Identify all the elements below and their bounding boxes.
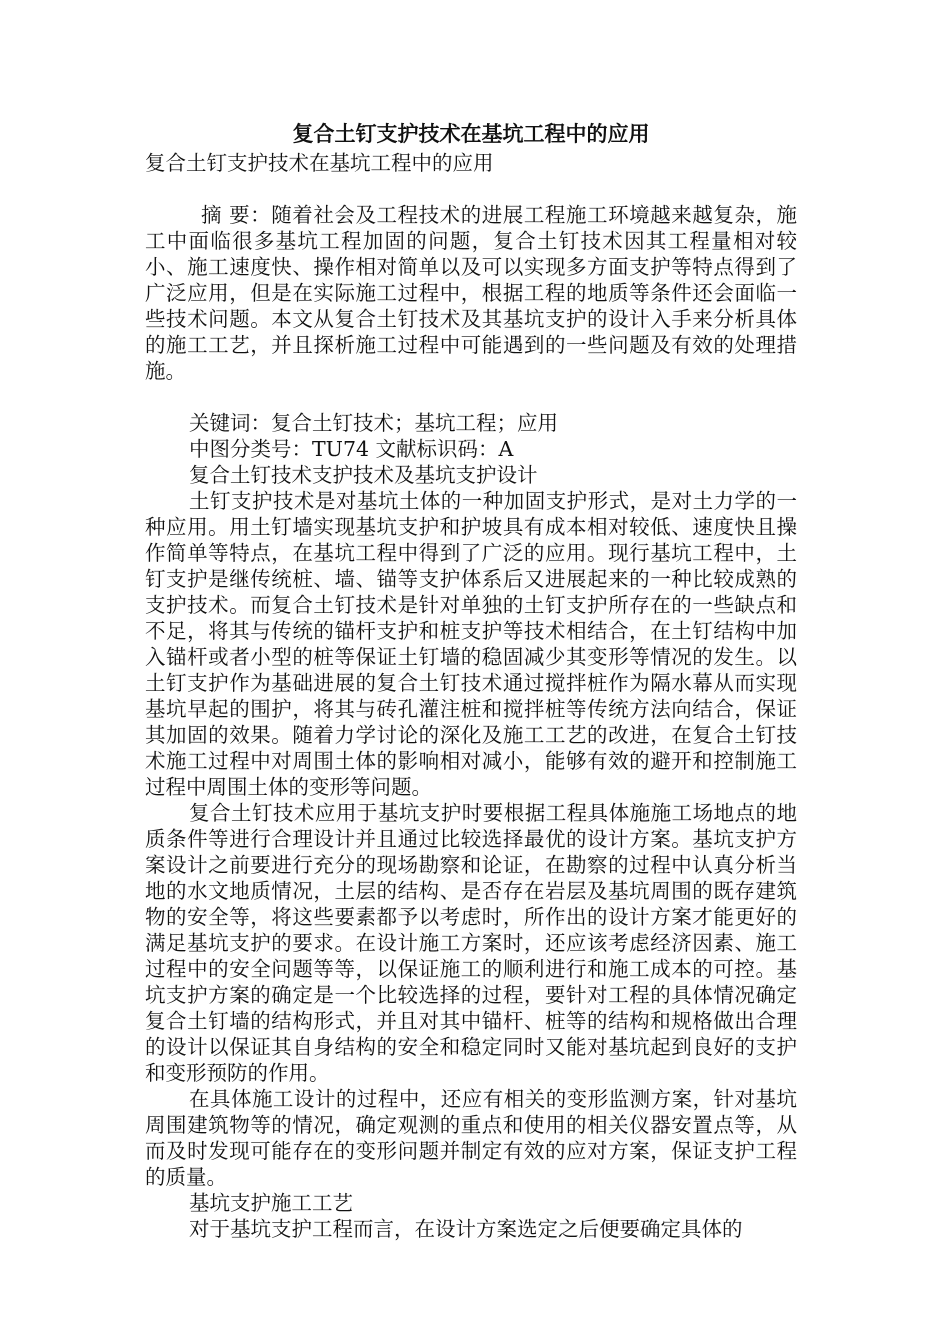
body-paragraph: 土钉支护技术是对基坑土体的一种加固支护形式，是对土力学的一种应用。用土钉墙实现基坑支护和护坡具有成本相对较低、速度快且操作简单等特点，在基坑工程中得到了广泛的应用。现行基坑工程中，土钉支护是继传统桩、墙、锚等支护体系后又进展起来的一种比较成熟的支护技术。而复合土钉技术是针对单独的土钉支护所存在的一些缺点和不足，将其与传统的锚杆支护和桩支护等技术相结合，在土钉结构中加入锚杆或者小型的桩等保证土钉墙的稳固减少其变形等情况的发生。以土钉支护作为基础进展的复合土钉技术通过搅拌桩作为隔水幕从而实现基坑早起的围护，将其与砖孔灌注桩和搅拌桩等传统方法向结合，保证其加固的效果。随着力学讨论的深化及施工工艺的改进，在复合土钉技术施工过程中对周围土体的影响相对减小，能够有效的避开和控制施工过程中周围土体的变形等问题。 xyxy=(145,489,797,799)
classification-line: 中图分类号：TU74 文献标识码：A xyxy=(189,437,514,461)
document-page xyxy=(145,120,797,1242)
keywords-line: 关键词：复合土钉技术；基坑工程；应用 xyxy=(189,411,558,435)
spacer xyxy=(145,384,797,410)
document-title: 复合土钉支护技术在基坑工程中的应用 xyxy=(292,121,650,146)
body-paragraph: 在具体施工设计的过程中，还应有相关的变形监测方案，针对基坑周围建筑物等的情况，确定观测的重点和使用的相关仪器安置点等，从而及时发现可能存在的变形问题并制定有效的应对方案，保证支护工程的质量。 xyxy=(145,1087,797,1189)
spacer xyxy=(145,176,797,202)
body-paragraph: 对于基坑支护工程而言，在设计方案选定之后便要确定具体的 xyxy=(189,1217,743,1241)
body-paragraph: 复合土钉技术应用于基坑支护时要根据工程具体施施工场地点的地质条件等进行合理设计并且通过比较选择最优的设计方案。基坑支护方案设计之前要进行充分的现场勘察和论证，在勘察的过程中认真分析当地的水文地质情况，土层的结构、是否存在岩层及基坑周围的既存建筑物的安全等，将这些要素都予以考虑时，所作出的设计方案才能更好的满足基坑支护的要求。在设计施工方案时，还应该考虑经济因素、施工过程中的安全问题等等，以保证施工的顺利进行和施工成本的可控。基坑支护方案的确定是一个比较选择的过程，要针对工程的具体情况确定复合土钉墙的结构形式，并且对其中锚杆、桩等的结构和规格做出合理的设计以保证其自身结构的安全和稳定同时又能对基坑起到良好的支护和变形预防的作用。 xyxy=(145,801,797,1085)
section-heading: 基坑支护施工工艺 xyxy=(189,1191,353,1215)
document-subtitle: 复合土钉支护技术在基坑工程中的应用 xyxy=(145,151,494,175)
section-heading: 复合土钉技术支护技术及基坑支护设计 xyxy=(189,463,538,487)
abstract-paragraph: 摘 要：随着社会及工程技术的进展工程施工环境越来越复杂，施工中面临很多基坑工程加固的问题，复合土钉技术因其工程量相对较小、施工速度快、操作相对简单以及可以实现多方面支护等特点得到了广泛应用，但是在实际施工过程中，根据工程的地质等条件还会面临一些技术问题。本文从复合土钉技术及其基坑支护的设计入手来分析具体的施工工艺，并且探析施工过程中可能遇到的一些问题及有效的处理措施。 xyxy=(145,203,797,383)
